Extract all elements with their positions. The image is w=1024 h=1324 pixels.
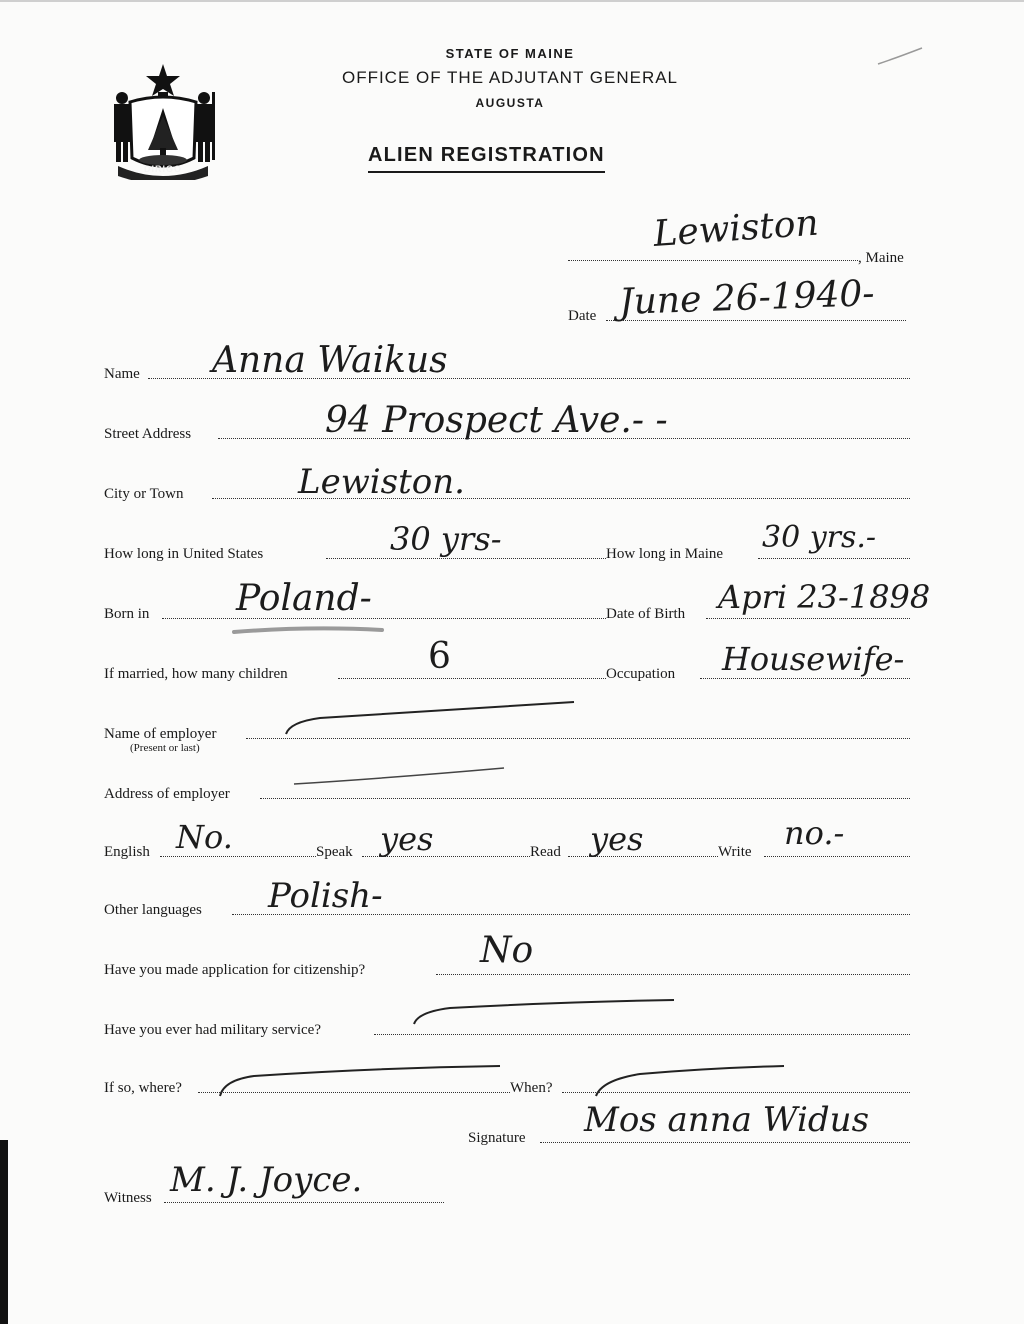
employer-address-label: Address of employer	[104, 786, 230, 802]
witness-label: Witness	[104, 1190, 152, 1206]
how-long-maine-value: 30 yrs.-	[762, 520, 877, 555]
how-long-maine-label: How long in Maine	[606, 546, 724, 562]
witness-dots	[164, 1202, 444, 1203]
town-value: Lewiston	[652, 202, 820, 255]
maine-seal-icon	[108, 62, 218, 180]
employer-name-dash	[280, 696, 580, 740]
dob-dots	[706, 618, 910, 619]
occupation-label: Occupation	[606, 666, 676, 682]
when-dash	[590, 1060, 790, 1100]
scan-top-edge	[0, 0, 1024, 2]
write-value: no.-	[784, 814, 845, 852]
when-label: When?	[510, 1080, 553, 1096]
scan-left-edge	[0, 1140, 8, 1324]
born-in-label: Born in	[104, 606, 150, 622]
date-value: June 26-1940-	[618, 273, 876, 323]
signature-value: Mos anna Widus	[584, 1100, 870, 1140]
dob-value: Apri 23-1898	[718, 578, 931, 616]
occupation-dots	[700, 678, 910, 679]
witness-value: M. J. Joyce.	[170, 1160, 363, 1200]
employer-name-sublabel: (Present or last)	[130, 742, 200, 754]
born-in-value: Poland-	[236, 578, 372, 619]
date-label: Date	[568, 308, 597, 324]
name-value: Anna Waikus	[212, 340, 448, 381]
signature-dots	[540, 1142, 910, 1143]
city-heading: AUGUSTA	[475, 96, 545, 110]
state-heading: STATE OF MAINE	[445, 46, 575, 61]
write-label: Write	[718, 844, 752, 860]
citizenship-dots	[436, 974, 910, 975]
english-label: English	[104, 844, 150, 860]
other-languages-value: Polish-	[268, 876, 383, 916]
office-heading: OFFICE OF THE ADJUTANT GENERAL	[341, 68, 679, 87]
children-value: 6	[428, 636, 451, 677]
english-value: No.	[176, 818, 233, 856]
other-languages-label: Other languages	[104, 902, 202, 918]
write-dots	[764, 856, 910, 857]
name-label: Name	[104, 366, 140, 382]
how-long-maine-dots	[758, 558, 910, 559]
speak-value: yes	[380, 820, 434, 858]
citizenship-value: No	[480, 930, 534, 971]
where-label: If so, where?	[104, 1080, 182, 1096]
city-value: Lewiston.	[298, 462, 465, 502]
military-dash	[410, 996, 680, 1030]
military-label: Have you ever had military service?	[104, 1022, 321, 1038]
children-dots	[338, 678, 606, 679]
street-address-value: 94 Prospect Ave.- -	[325, 400, 668, 441]
english-dots	[160, 856, 316, 857]
military-dots	[374, 1034, 910, 1035]
children-label: If married, how many children	[104, 666, 288, 682]
city-label: City or Town	[104, 486, 184, 502]
seal-motto: DIRIGO	[143, 164, 182, 174]
check-mark-icon	[876, 44, 926, 68]
where-dash	[214, 1060, 504, 1100]
read-value: yes	[590, 820, 644, 858]
how-long-us-value: 30 yrs-	[390, 520, 502, 558]
speak-label: Speak	[316, 844, 353, 860]
read-label: Read	[530, 844, 561, 860]
town-dots	[568, 260, 858, 261]
employer-name-label: Name of employer	[104, 726, 217, 742]
dob-label: Date of Birth	[606, 606, 686, 622]
maine-label: , Maine	[858, 250, 904, 266]
born-in-dots	[162, 618, 606, 619]
employer-address-dash	[290, 764, 510, 788]
employer-address-dots	[260, 798, 910, 799]
form-title: ALIEN REGISTRATION	[368, 144, 605, 173]
how-long-us-label: How long in United States	[104, 546, 264, 562]
occupation-value: Housewife-	[722, 640, 905, 678]
street-address-label: Street Address	[104, 426, 192, 442]
how-long-us-dots	[326, 558, 606, 559]
citizenship-label: Have you made application for citizenship?	[104, 962, 366, 978]
pencil-underline	[230, 620, 390, 640]
signature-label: Signature	[468, 1130, 526, 1146]
